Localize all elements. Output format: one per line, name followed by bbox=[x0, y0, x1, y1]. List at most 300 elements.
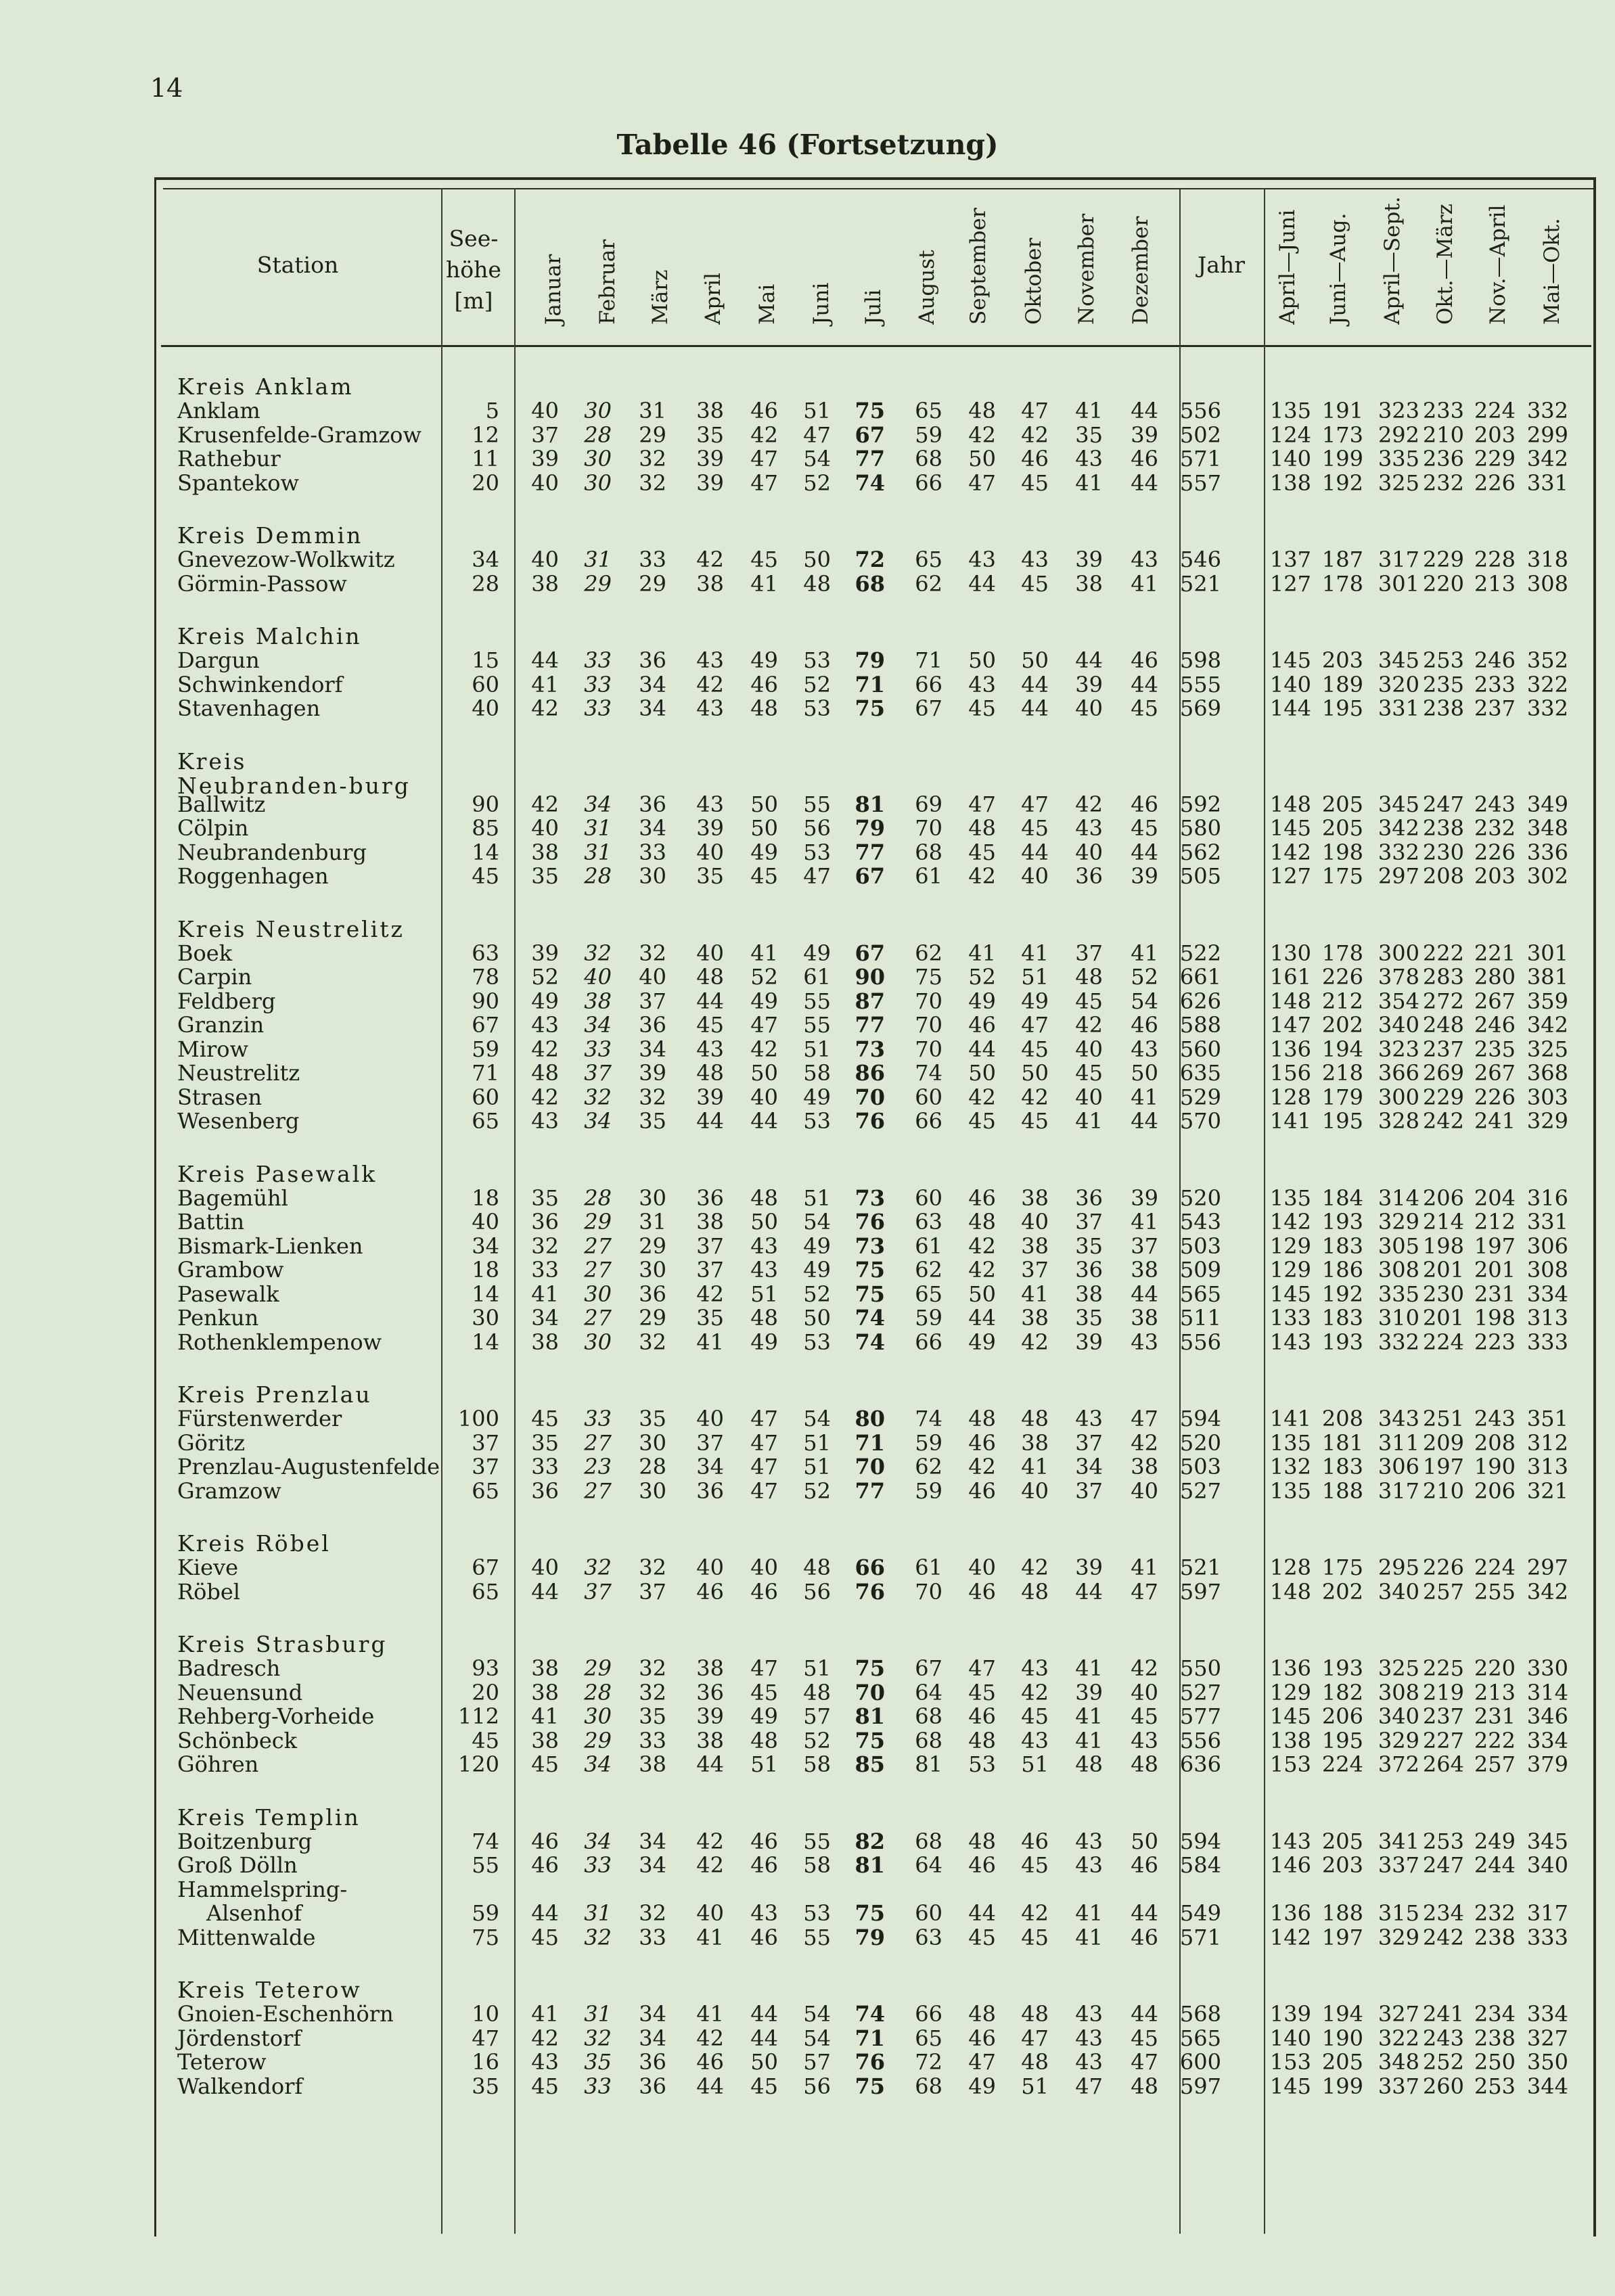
value-cell: 75 bbox=[855, 2073, 885, 2099]
value-cell: 42 bbox=[696, 2025, 724, 2051]
table-row bbox=[0, 1729, 1615, 1753]
value-cell: 42 bbox=[968, 1257, 996, 1283]
value-cell: 46 bbox=[750, 398, 778, 423]
value-cell: 59 bbox=[915, 421, 942, 448]
value-cell: 29 bbox=[584, 570, 612, 597]
value-cell: 220 bbox=[1422, 570, 1464, 597]
elevation-cell: 100 bbox=[457, 1406, 499, 1431]
district-heading: Kreis Demmin bbox=[177, 522, 363, 549]
value-cell: 145 bbox=[1269, 1703, 1311, 1729]
value-cell: 218 bbox=[1321, 1060, 1363, 1086]
value-cell: 36 bbox=[531, 1477, 559, 1504]
value-cell: 228 bbox=[1474, 547, 1516, 572]
value-cell: 195 bbox=[1321, 1108, 1363, 1134]
value-cell: 331 bbox=[1378, 695, 1419, 721]
value-cell: 127 bbox=[1269, 863, 1311, 889]
station-name: Schönbeck bbox=[177, 1727, 298, 1753]
value-cell: 43 bbox=[1021, 1655, 1049, 1681]
table-row bbox=[0, 423, 1615, 447]
value-cell: 46 bbox=[968, 1703, 996, 1729]
value-cell: 212 bbox=[1321, 988, 1363, 1014]
value-cell: 37 bbox=[696, 1429, 724, 1456]
value-cell: 40 bbox=[531, 815, 559, 841]
value-cell: 39 bbox=[531, 940, 559, 966]
value-cell: 173 bbox=[1321, 421, 1363, 448]
value-cell: 64 bbox=[915, 1852, 942, 1878]
value-cell: 51 bbox=[803, 1655, 831, 1681]
value-cell: 43 bbox=[750, 1900, 778, 1926]
value-cell: 40 bbox=[1131, 1679, 1158, 1705]
value-cell: 297 bbox=[1526, 1555, 1568, 1580]
value-cell: 62 bbox=[915, 940, 942, 966]
value-cell: 295 bbox=[1378, 1555, 1419, 1580]
value-cell: 44 bbox=[1131, 1281, 1158, 1307]
value-cell: 70 bbox=[915, 815, 942, 841]
value-cell: 136 bbox=[1269, 1900, 1311, 1926]
value-cell: 48 bbox=[1131, 1751, 1158, 1777]
value-cell: 44 bbox=[1131, 2001, 1158, 2027]
value-cell: 34 bbox=[1075, 1454, 1103, 1479]
page-number: 14 bbox=[150, 73, 183, 103]
elevation-cell: 45 bbox=[472, 1727, 499, 1753]
value-cell: 32 bbox=[639, 1329, 666, 1355]
value-cell: 72 bbox=[855, 547, 885, 572]
value-cell: 43 bbox=[696, 1036, 724, 1062]
value-cell: 332 bbox=[1378, 1329, 1419, 1355]
value-cell: 45 bbox=[968, 1108, 996, 1134]
value-cell: 42 bbox=[968, 1454, 996, 1479]
value-cell: 41 bbox=[696, 1924, 724, 1950]
station-name: Strasen bbox=[177, 1084, 263, 1110]
value-cell: 46 bbox=[968, 1429, 996, 1456]
value-cell: 41 bbox=[696, 2001, 724, 2027]
value-cell: 188 bbox=[1321, 1900, 1363, 1926]
value-cell: 46 bbox=[968, 1578, 996, 1605]
value-cell: 79 bbox=[855, 1924, 885, 1950]
value-cell: 38 bbox=[696, 1209, 724, 1235]
value-cell: 348 bbox=[1378, 2049, 1419, 2075]
value-cell: 54 bbox=[803, 1406, 831, 1431]
value-cell: 46 bbox=[750, 1578, 778, 1605]
value-cell: 42 bbox=[968, 863, 996, 889]
value-cell: 503 bbox=[1179, 1233, 1221, 1259]
value-cell: 145 bbox=[1269, 815, 1311, 841]
value-cell: 41 bbox=[1075, 1900, 1103, 1926]
value-cell: 323 bbox=[1378, 398, 1419, 423]
value-cell: 345 bbox=[1378, 791, 1419, 817]
table-row bbox=[0, 1258, 1615, 1282]
value-cell: 193 bbox=[1321, 1209, 1363, 1235]
value-cell: 31 bbox=[584, 815, 612, 841]
value-cell: 35 bbox=[639, 1406, 666, 1431]
value-cell: 76 bbox=[855, 1108, 885, 1134]
value-cell: 141 bbox=[1269, 1108, 1311, 1134]
value-cell: 232 bbox=[1474, 815, 1516, 841]
value-cell: 68 bbox=[915, 446, 942, 472]
value-cell: 51 bbox=[1021, 1751, 1049, 1777]
value-cell: 243 bbox=[1422, 2025, 1464, 2051]
value-cell: 241 bbox=[1422, 2001, 1464, 2027]
value-cell: 35 bbox=[696, 863, 724, 889]
value-cell: 66 bbox=[915, 671, 942, 697]
elevation-cell: 20 bbox=[472, 469, 499, 496]
value-cell: 51 bbox=[750, 1751, 778, 1777]
value-cell: 34 bbox=[696, 1454, 724, 1479]
value-cell: 33 bbox=[639, 1924, 666, 1950]
elevation-cell: 37 bbox=[472, 1429, 499, 1456]
table-title: Tabelle 46 (Fortsetzung) bbox=[616, 129, 999, 161]
value-cell: 59 bbox=[915, 1429, 942, 1456]
value-cell: 44 bbox=[1131, 1900, 1158, 1926]
header-month: Juli bbox=[861, 289, 886, 325]
value-cell: 58 bbox=[803, 1852, 831, 1878]
value-cell: 49 bbox=[803, 1257, 831, 1283]
value-cell: 42 bbox=[1131, 1655, 1158, 1681]
value-cell: 41 bbox=[1075, 1924, 1103, 1950]
value-cell: 48 bbox=[968, 398, 996, 423]
table-row bbox=[0, 1109, 1615, 1133]
value-cell: 226 bbox=[1474, 1084, 1516, 1110]
value-cell: 74 bbox=[855, 469, 885, 496]
value-cell: 33 bbox=[531, 1257, 559, 1283]
value-cell: 334 bbox=[1526, 1281, 1568, 1307]
value-cell: 27 bbox=[584, 1305, 612, 1331]
elevation-cell: 45 bbox=[472, 863, 499, 889]
value-cell: 87 bbox=[855, 988, 885, 1014]
table-row bbox=[0, 1431, 1615, 1455]
value-cell: 379 bbox=[1526, 1751, 1568, 1777]
value-cell: 40 bbox=[531, 398, 559, 423]
value-cell: 42 bbox=[531, 695, 559, 721]
value-cell: 129 bbox=[1269, 1679, 1311, 1705]
value-cell: 38 bbox=[1075, 1281, 1103, 1307]
value-cell: 40 bbox=[639, 964, 666, 990]
value-cell: 38 bbox=[1131, 1257, 1158, 1283]
value-cell: 49 bbox=[750, 1329, 778, 1355]
value-cell: 71 bbox=[855, 671, 885, 697]
elevation-cell: 10 bbox=[472, 2001, 499, 2027]
value-cell: 76 bbox=[855, 1578, 885, 1605]
value-cell: 130 bbox=[1269, 940, 1311, 966]
value-cell: 520 bbox=[1179, 1429, 1221, 1456]
value-cell: 378 bbox=[1378, 964, 1419, 990]
value-cell: 317 bbox=[1526, 1900, 1568, 1926]
value-cell: 557 bbox=[1179, 469, 1221, 496]
value-cell: 37 bbox=[1075, 1209, 1103, 1235]
value-cell: 47 bbox=[1131, 2049, 1158, 2075]
value-cell: 52 bbox=[803, 1281, 831, 1307]
value-cell: 48 bbox=[803, 1679, 831, 1705]
value-cell: 133 bbox=[1269, 1305, 1311, 1331]
value-cell: 41 bbox=[531, 1703, 559, 1729]
value-cell: 226 bbox=[1474, 469, 1516, 496]
value-cell: 55 bbox=[803, 791, 831, 817]
value-cell: 334 bbox=[1526, 2001, 1568, 2027]
value-cell: 231 bbox=[1474, 1281, 1516, 1307]
elevation-cell: 60 bbox=[472, 1084, 499, 1110]
header-station: Station bbox=[256, 252, 339, 278]
table-row bbox=[0, 649, 1615, 672]
value-cell: 43 bbox=[1075, 446, 1103, 472]
value-cell: 44 bbox=[750, 2025, 778, 2051]
value-cell: 48 bbox=[1075, 1751, 1103, 1777]
table-row bbox=[0, 1657, 1615, 1680]
value-cell: 40 bbox=[1021, 1477, 1049, 1504]
value-cell: 594 bbox=[1179, 1828, 1221, 1854]
value-cell: 50 bbox=[1021, 1060, 1049, 1086]
value-cell: 81 bbox=[855, 1852, 885, 1878]
value-cell: 27 bbox=[584, 1429, 612, 1456]
station-name: Göhren bbox=[177, 1751, 259, 1777]
station-name: Badresch bbox=[177, 1655, 281, 1681]
value-cell: 41 bbox=[1021, 940, 1049, 966]
value-cell: 45 bbox=[968, 839, 996, 865]
value-cell: 53 bbox=[803, 1108, 831, 1134]
value-cell: 43 bbox=[750, 1233, 778, 1259]
header-seehoehe-line3: [m] bbox=[454, 288, 493, 314]
value-cell: 62 bbox=[915, 570, 942, 597]
station-name: Fürstenwerder bbox=[177, 1406, 342, 1431]
table-row bbox=[0, 1556, 1615, 1580]
value-cell: 33 bbox=[584, 1036, 612, 1062]
value-cell: 272 bbox=[1422, 988, 1464, 1014]
value-cell: 36 bbox=[639, 1012, 666, 1038]
value-cell: 44 bbox=[1131, 469, 1158, 496]
value-cell: 71 bbox=[915, 647, 942, 673]
value-cell: 42 bbox=[531, 2025, 559, 2051]
value-cell: 227 bbox=[1422, 1727, 1464, 1753]
value-cell: 27 bbox=[584, 1477, 612, 1504]
value-cell: 48 bbox=[750, 1727, 778, 1753]
value-cell: 213 bbox=[1474, 570, 1516, 597]
value-cell: 188 bbox=[1321, 1477, 1363, 1504]
value-cell: 197 bbox=[1321, 1924, 1363, 1950]
value-cell: 161 bbox=[1269, 964, 1311, 990]
value-cell: 224 bbox=[1422, 1329, 1464, 1355]
value-cell: 352 bbox=[1526, 647, 1568, 673]
value-cell: 244 bbox=[1474, 1852, 1516, 1878]
value-cell: 43 bbox=[1075, 1852, 1103, 1878]
value-cell: 68 bbox=[915, 1703, 942, 1729]
elevation-cell: 55 bbox=[472, 1852, 499, 1878]
table-row bbox=[0, 865, 1615, 888]
header-month: Oktober bbox=[1022, 237, 1046, 325]
value-cell: 74 bbox=[915, 1406, 942, 1431]
value-cell: 224 bbox=[1474, 1555, 1516, 1580]
value-cell: 42 bbox=[750, 1036, 778, 1062]
value-cell: 253 bbox=[1422, 647, 1464, 673]
value-cell: 45 bbox=[696, 1012, 724, 1038]
value-cell: 30 bbox=[639, 1257, 666, 1283]
value-cell: 29 bbox=[639, 1305, 666, 1331]
value-cell: 40 bbox=[1021, 1209, 1049, 1235]
value-cell: 302 bbox=[1526, 863, 1568, 889]
value-cell: 198 bbox=[1422, 1233, 1464, 1259]
value-cell: 40 bbox=[1075, 839, 1103, 865]
value-cell: 194 bbox=[1321, 2001, 1363, 2027]
value-cell: 63 bbox=[915, 1209, 942, 1235]
value-cell: 333 bbox=[1526, 1329, 1568, 1355]
value-cell: 42 bbox=[696, 1852, 724, 1878]
elevation-cell: 5 bbox=[485, 398, 499, 423]
value-cell: 29 bbox=[639, 421, 666, 448]
value-cell: 332 bbox=[1526, 695, 1568, 721]
value-cell: 183 bbox=[1321, 1454, 1363, 1479]
table-row bbox=[0, 793, 1615, 817]
value-cell: 48 bbox=[968, 1209, 996, 1235]
value-cell: 592 bbox=[1179, 791, 1221, 817]
value-cell: 529 bbox=[1179, 1084, 1221, 1110]
value-cell: 50 bbox=[750, 2049, 778, 2075]
station-name: Krusenfelde-Gramzow bbox=[177, 421, 422, 448]
value-cell: 42 bbox=[968, 1233, 996, 1259]
value-cell: 44 bbox=[1131, 671, 1158, 697]
value-cell: 143 bbox=[1269, 1329, 1311, 1355]
value-cell: 44 bbox=[696, 1751, 724, 1777]
value-cell: 61 bbox=[915, 863, 942, 889]
value-cell: 73 bbox=[855, 1036, 885, 1062]
value-cell: 41 bbox=[1131, 940, 1158, 966]
value-cell: 41 bbox=[1021, 1454, 1049, 1479]
station-name: Neubrandenburg bbox=[177, 839, 367, 865]
value-cell: 314 bbox=[1378, 1185, 1419, 1211]
value-cell: 571 bbox=[1179, 1924, 1221, 1950]
value-cell: 66 bbox=[915, 2001, 942, 2027]
value-cell: 37 bbox=[1075, 1477, 1103, 1504]
elevation-cell: 37 bbox=[472, 1454, 499, 1479]
table-row bbox=[0, 1902, 1615, 1925]
value-cell: 301 bbox=[1526, 940, 1568, 966]
elevation-cell: 63 bbox=[472, 940, 499, 966]
value-cell: 229 bbox=[1422, 1084, 1464, 1110]
value-cell: 43 bbox=[1075, 2025, 1103, 2051]
value-cell: 179 bbox=[1321, 1084, 1363, 1110]
value-cell: 341 bbox=[1378, 1828, 1419, 1854]
value-cell: 30 bbox=[584, 1329, 612, 1355]
value-cell: 52 bbox=[803, 469, 831, 496]
value-cell: 41 bbox=[1131, 1084, 1158, 1110]
header-month: Dezember bbox=[1129, 216, 1153, 325]
value-cell: 340 bbox=[1526, 1852, 1568, 1878]
value-cell: 47 bbox=[750, 1454, 778, 1479]
value-cell: 48 bbox=[1021, 1406, 1049, 1431]
station-name: Gnevezow-Wolkwitz bbox=[177, 547, 395, 572]
value-cell: 40 bbox=[531, 1555, 559, 1580]
value-cell: 197 bbox=[1474, 1233, 1516, 1259]
elevation-cell: 40 bbox=[472, 695, 499, 721]
district-heading: Kreis Teterow bbox=[177, 1977, 362, 2003]
value-cell: 48 bbox=[968, 2001, 996, 2027]
value-cell: 33 bbox=[584, 2073, 612, 2099]
value-cell: 49 bbox=[803, 1233, 831, 1259]
value-cell: 550 bbox=[1179, 1655, 1221, 1681]
value-cell: 39 bbox=[1075, 1555, 1103, 1580]
value-cell: 38 bbox=[531, 839, 559, 865]
value-cell: 349 bbox=[1526, 791, 1568, 817]
value-cell: 42 bbox=[696, 1281, 724, 1307]
header-month: November bbox=[1074, 213, 1099, 325]
value-cell: 175 bbox=[1321, 863, 1363, 889]
value-cell: 236 bbox=[1422, 446, 1464, 472]
value-cell: 250 bbox=[1474, 2049, 1516, 2075]
value-cell: 330 bbox=[1526, 1655, 1568, 1681]
value-cell: 47 bbox=[1021, 2025, 1049, 2051]
value-cell: 195 bbox=[1321, 695, 1363, 721]
value-cell: 43 bbox=[531, 1108, 559, 1134]
value-cell: 29 bbox=[584, 1655, 612, 1681]
value-cell: 359 bbox=[1526, 988, 1568, 1014]
value-cell: 203 bbox=[1321, 1852, 1363, 1878]
value-cell: 63 bbox=[915, 1924, 942, 1950]
header-seehoehe-line2: höhe bbox=[446, 256, 501, 283]
station-name: Kieve bbox=[177, 1555, 239, 1580]
value-cell: 308 bbox=[1526, 570, 1568, 597]
value-cell: 45 bbox=[1021, 469, 1049, 496]
value-cell: 325 bbox=[1378, 1655, 1419, 1681]
value-cell: 37 bbox=[639, 1578, 666, 1605]
value-cell: 50 bbox=[968, 446, 996, 472]
value-cell: 32 bbox=[639, 469, 666, 496]
value-cell: 44 bbox=[968, 1305, 996, 1331]
value-cell: 46 bbox=[750, 1924, 778, 1950]
value-cell: 280 bbox=[1474, 964, 1516, 990]
value-cell: 72 bbox=[915, 2049, 942, 2075]
value-cell: 75 bbox=[915, 964, 942, 990]
value-cell: 30 bbox=[639, 1429, 666, 1456]
station-name: Gnoien-Eschenhörn bbox=[177, 2001, 394, 2027]
value-cell: 70 bbox=[855, 1084, 885, 1110]
value-cell: 41 bbox=[1075, 1108, 1103, 1134]
table-row bbox=[0, 1455, 1615, 1479]
value-cell: 52 bbox=[968, 964, 996, 990]
value-cell: 61 bbox=[915, 1555, 942, 1580]
header-period: Juni—Aug. bbox=[1326, 212, 1350, 325]
value-cell: 522 bbox=[1179, 940, 1221, 966]
value-cell: 253 bbox=[1422, 1828, 1464, 1854]
value-cell: 203 bbox=[1474, 421, 1516, 448]
value-cell: 255 bbox=[1474, 1578, 1516, 1605]
district-heading: Kreis Templin bbox=[177, 1804, 361, 1831]
value-cell: 37 bbox=[1075, 940, 1103, 966]
value-cell: 35 bbox=[1075, 1233, 1103, 1259]
value-cell: 39 bbox=[1075, 1329, 1103, 1355]
value-cell: 247 bbox=[1422, 791, 1464, 817]
value-cell: 34 bbox=[584, 1828, 612, 1854]
value-cell: 189 bbox=[1321, 671, 1363, 697]
station-name: Ballwitz bbox=[177, 791, 266, 817]
value-cell: 76 bbox=[855, 1209, 885, 1235]
value-cell: 66 bbox=[855, 1555, 885, 1580]
value-cell: 208 bbox=[1321, 1406, 1363, 1431]
value-cell: 50 bbox=[750, 1060, 778, 1086]
value-cell: 234 bbox=[1474, 2001, 1516, 2027]
value-cell: 44 bbox=[750, 1108, 778, 1134]
elevation-cell: 12 bbox=[472, 421, 499, 448]
station-name: Bismark-Lienken bbox=[177, 1233, 363, 1259]
value-cell: 36 bbox=[696, 1679, 724, 1705]
value-cell: 42 bbox=[1021, 1900, 1049, 1926]
value-cell: 41 bbox=[1075, 1727, 1103, 1753]
value-cell: 342 bbox=[1526, 1578, 1568, 1605]
table-row bbox=[0, 965, 1615, 989]
station-name: Carpin bbox=[177, 964, 252, 990]
value-cell: 342 bbox=[1526, 1012, 1568, 1038]
value-cell: 229 bbox=[1474, 446, 1516, 472]
value-cell: 40 bbox=[696, 940, 724, 966]
value-cell: 70 bbox=[915, 1012, 942, 1038]
value-cell: 68 bbox=[915, 839, 942, 865]
value-cell: 70 bbox=[915, 1578, 942, 1605]
